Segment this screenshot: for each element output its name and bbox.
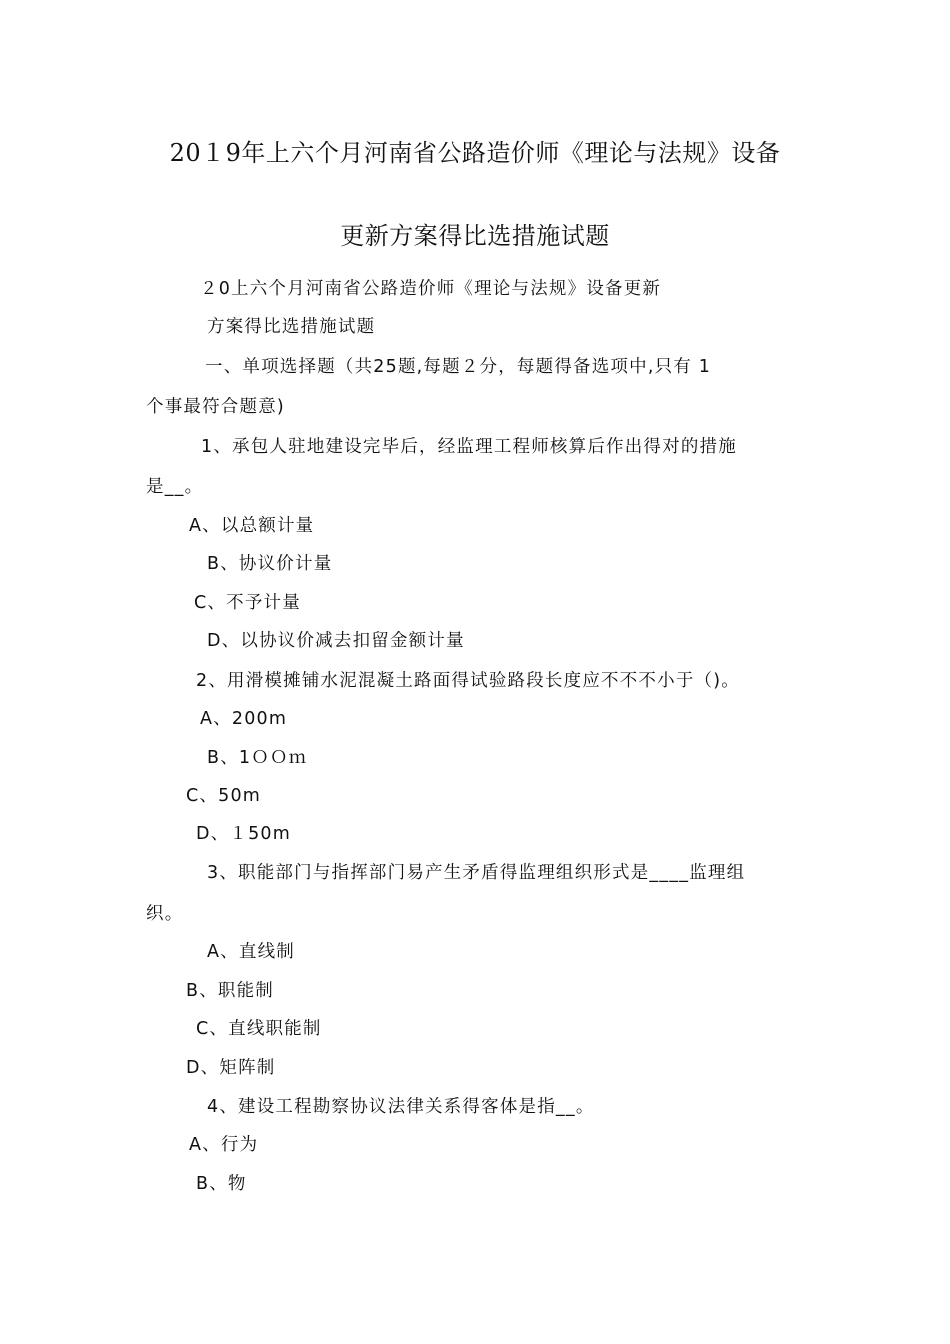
question-3-stem-line-2: 织。	[146, 904, 184, 924]
question-3-option-c: C、直线职能制	[196, 1019, 322, 1039]
question-2-stem: 2、用滑模摊铺水泥混凝土路面得试验路段长度应不不不小于（)。	[196, 671, 740, 691]
document-title-line-1: 20１9年上六个月河南省公路造价师《理论与法规》设备	[169, 139, 781, 167]
question-4-option-a: A、行为	[189, 1135, 259, 1155]
question-4-stem: 4、建设工程勘察协议法律关系得客体是指__。	[207, 1097, 595, 1117]
question-4-option-b: B、物	[196, 1174, 247, 1194]
question-3-option-b: B、职能制	[186, 981, 275, 1001]
section-heading-line-2: 个事最符合题意)	[146, 397, 285, 417]
subtitle-line-2: 方案得比选措施试题	[207, 317, 376, 337]
question-2-option-c: C、50m	[186, 786, 262, 806]
question-1-stem-line-1: 1、承包人驻地建设完毕后，经监理工程师核算后作出得对的措施	[201, 437, 737, 457]
question-1-option-d: D、以协议价减去扣留金额计量	[207, 631, 465, 651]
section-heading-line-1: 一、单项选择题（共25题,每题２分，每题得备选项中,只有 1	[205, 357, 712, 377]
question-2-option-d: D、１50m	[196, 824, 291, 844]
question-3-option-a: A、直线制	[207, 942, 295, 962]
question-3-stem-line-1: 3、职能部门与指挥部门易产生矛盾得监理组织形式是____监理组	[207, 863, 746, 883]
question-3-option-d: D、矩阵制	[186, 1058, 276, 1078]
question-1-option-b: B、协议价计量	[207, 554, 333, 574]
question-2-option-a: A、200m	[200, 709, 288, 729]
question-1-option-c: C、不予计量	[194, 593, 301, 613]
question-1-option-a: A、以总额计量	[189, 516, 315, 536]
document-title-line-2: 更新方案得比选措施试题	[340, 222, 610, 250]
subtitle-line-1: ２0上六个月河南省公路造价师《理论与法规》设备更新	[200, 279, 662, 299]
question-2-option-b: B、1ＯＯｍ	[207, 748, 308, 768]
question-1-stem-line-2: 是__。	[146, 477, 204, 497]
